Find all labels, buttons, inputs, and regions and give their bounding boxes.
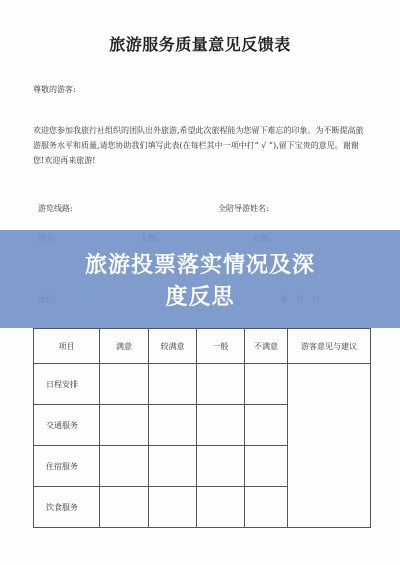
cell-average[interactable] [197, 446, 245, 487]
feedback-table [33, 328, 371, 528]
cell-satisfied[interactable] [100, 487, 149, 528]
header-satisfied: 满意 [100, 329, 149, 364]
row-label: 饮食服务 [34, 487, 100, 528]
banner-title [0, 250, 400, 314]
header-average: 一般 [197, 329, 245, 364]
header-unsatisfied: 不满意 [245, 329, 288, 364]
header-item: 项目 [34, 329, 100, 364]
cell-unsatisfied[interactable] [245, 364, 288, 405]
table-row [34, 364, 371, 405]
cell-average[interactable] [197, 364, 245, 405]
cell-average[interactable] [197, 487, 245, 528]
form-title: 旅游服务质量意见反馈表 [109, 35, 291, 54]
banner-line-1: 旅游投票落实情况及深 [84, 253, 315, 278]
row-label: 住宿服务 [34, 446, 100, 487]
greeting: 尊敬的游客: [33, 85, 76, 94]
cell-satisfied[interactable] [100, 446, 149, 487]
banner-line-2: 度反思 [165, 285, 235, 310]
cell-fairly-satisfied[interactable] [149, 405, 197, 446]
cell-average[interactable] [197, 405, 245, 446]
cell-satisfied[interactable] [100, 364, 149, 405]
cell-unsatisfied[interactable] [245, 487, 288, 528]
header-fairly-satisfied: 较满意 [149, 329, 197, 364]
route-label: 游览线路: [38, 204, 73, 213]
table-header-row [34, 329, 371, 364]
title-banner [0, 230, 400, 328]
cell-fairly-satisfied[interactable] [149, 446, 197, 487]
row-label: 日程安排 [34, 364, 100, 405]
cell-fairly-satisfied[interactable] [149, 487, 197, 528]
cell-unsatisfied[interactable] [245, 405, 288, 446]
guide-label: 全陪导游姓名: [218, 204, 269, 213]
intro-paragraph: 欢迎您参加我旅行社组织的团队出外旅游,希望此次旅程能为您留下难忘的印象。为不断提高旅游服务水平和质量,请您协助我们填写此表(在每栏其中一项中打“ √ ”),留下宝贵的意见。谢谢您!欢迎再来旅游! [33, 126, 364, 165]
comments-cell[interactable] [288, 364, 371, 528]
cell-fairly-satisfied[interactable] [149, 364, 197, 405]
row-label: 交通服务 [34, 405, 100, 446]
header-comments: 游客意见与建议 [288, 329, 371, 364]
cell-satisfied[interactable] [100, 405, 149, 446]
cell-unsatisfied[interactable] [245, 446, 288, 487]
